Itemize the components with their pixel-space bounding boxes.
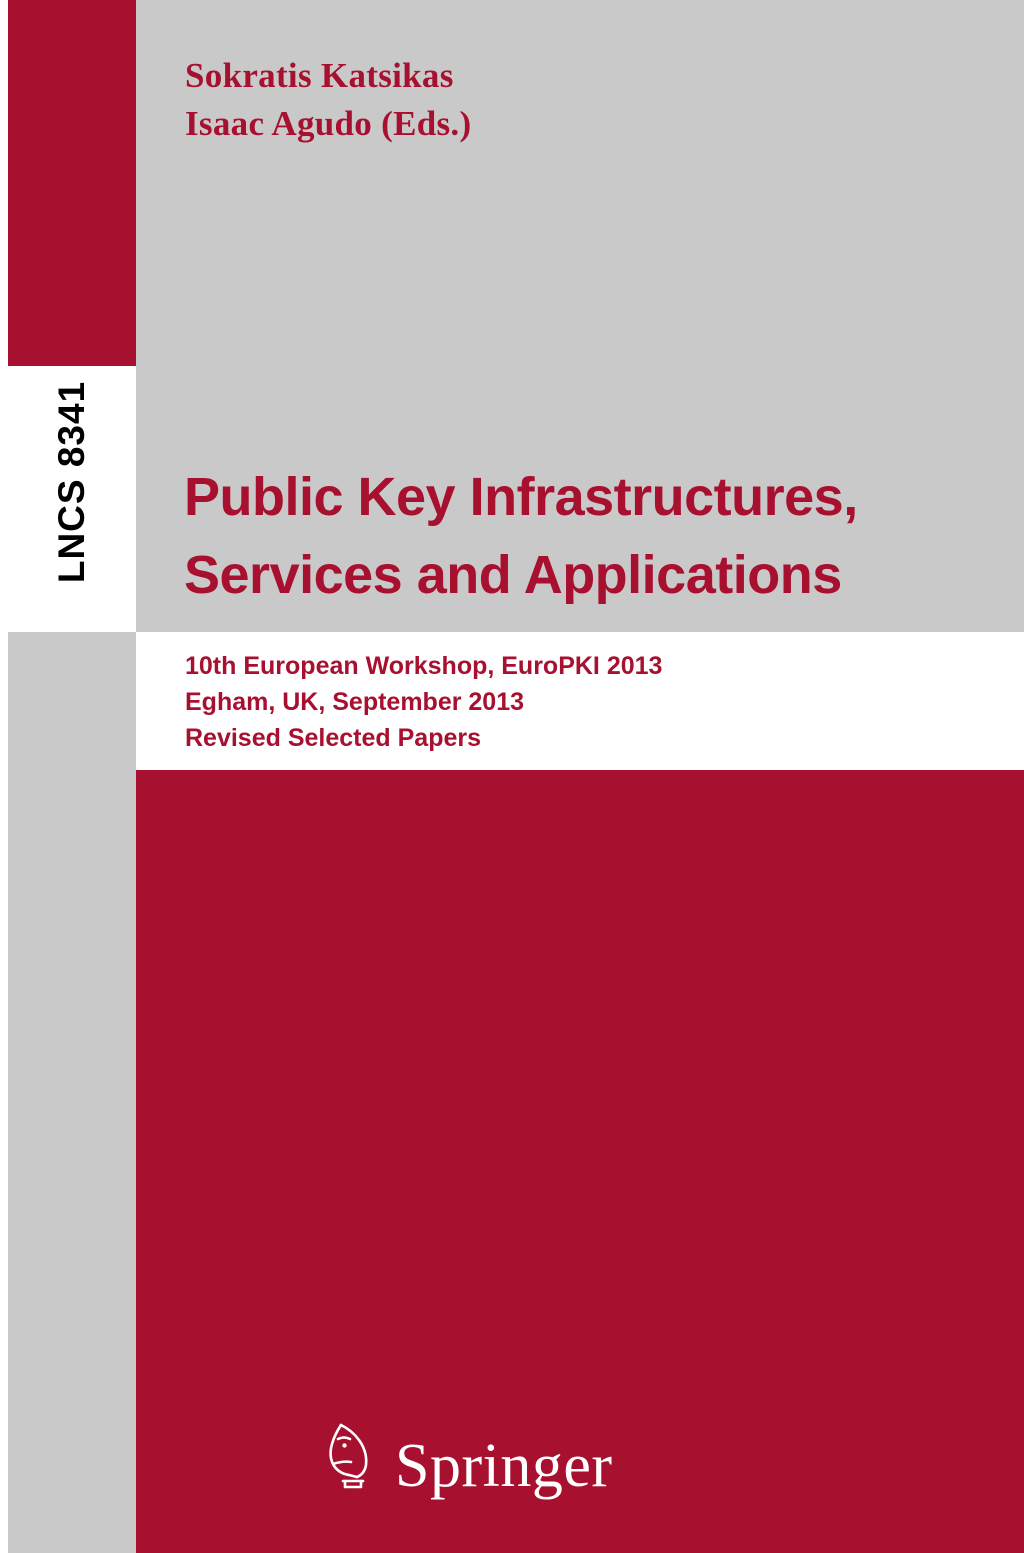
series-label-band xyxy=(8,366,136,632)
title-zone xyxy=(136,366,1024,632)
subtitle-line-3: Revised Selected Papers xyxy=(185,724,481,752)
subtitle-block xyxy=(185,648,965,756)
subtitle-line-2: Egham, UK, September 2013 xyxy=(185,688,525,716)
editor-name-1: Sokratis Katsikas xyxy=(185,56,454,95)
springer-knight-icon xyxy=(321,1417,381,1491)
subtitle-band-left-grey xyxy=(8,632,136,770)
title-line-1: Public Key Infrastructures, xyxy=(184,467,858,527)
page-title xyxy=(184,458,1004,614)
spine-white-stripe xyxy=(0,0,8,1553)
editors-block xyxy=(185,52,885,148)
title-line-2: Services and Applications xyxy=(184,545,842,605)
lower-left-grey-stripe xyxy=(8,770,136,1553)
publisher-logo xyxy=(321,1417,613,1500)
publisher-name: Springer xyxy=(395,1432,613,1500)
subtitle-line-1: 10th European Workshop, EuroPKI 2013 xyxy=(185,652,663,680)
series-label: LNCS 8341 xyxy=(51,380,92,584)
lower-red-panel xyxy=(136,770,1024,1553)
top-red-block xyxy=(8,0,136,366)
editor-name-2: Isaac Agudo (Eds.) xyxy=(185,104,472,143)
